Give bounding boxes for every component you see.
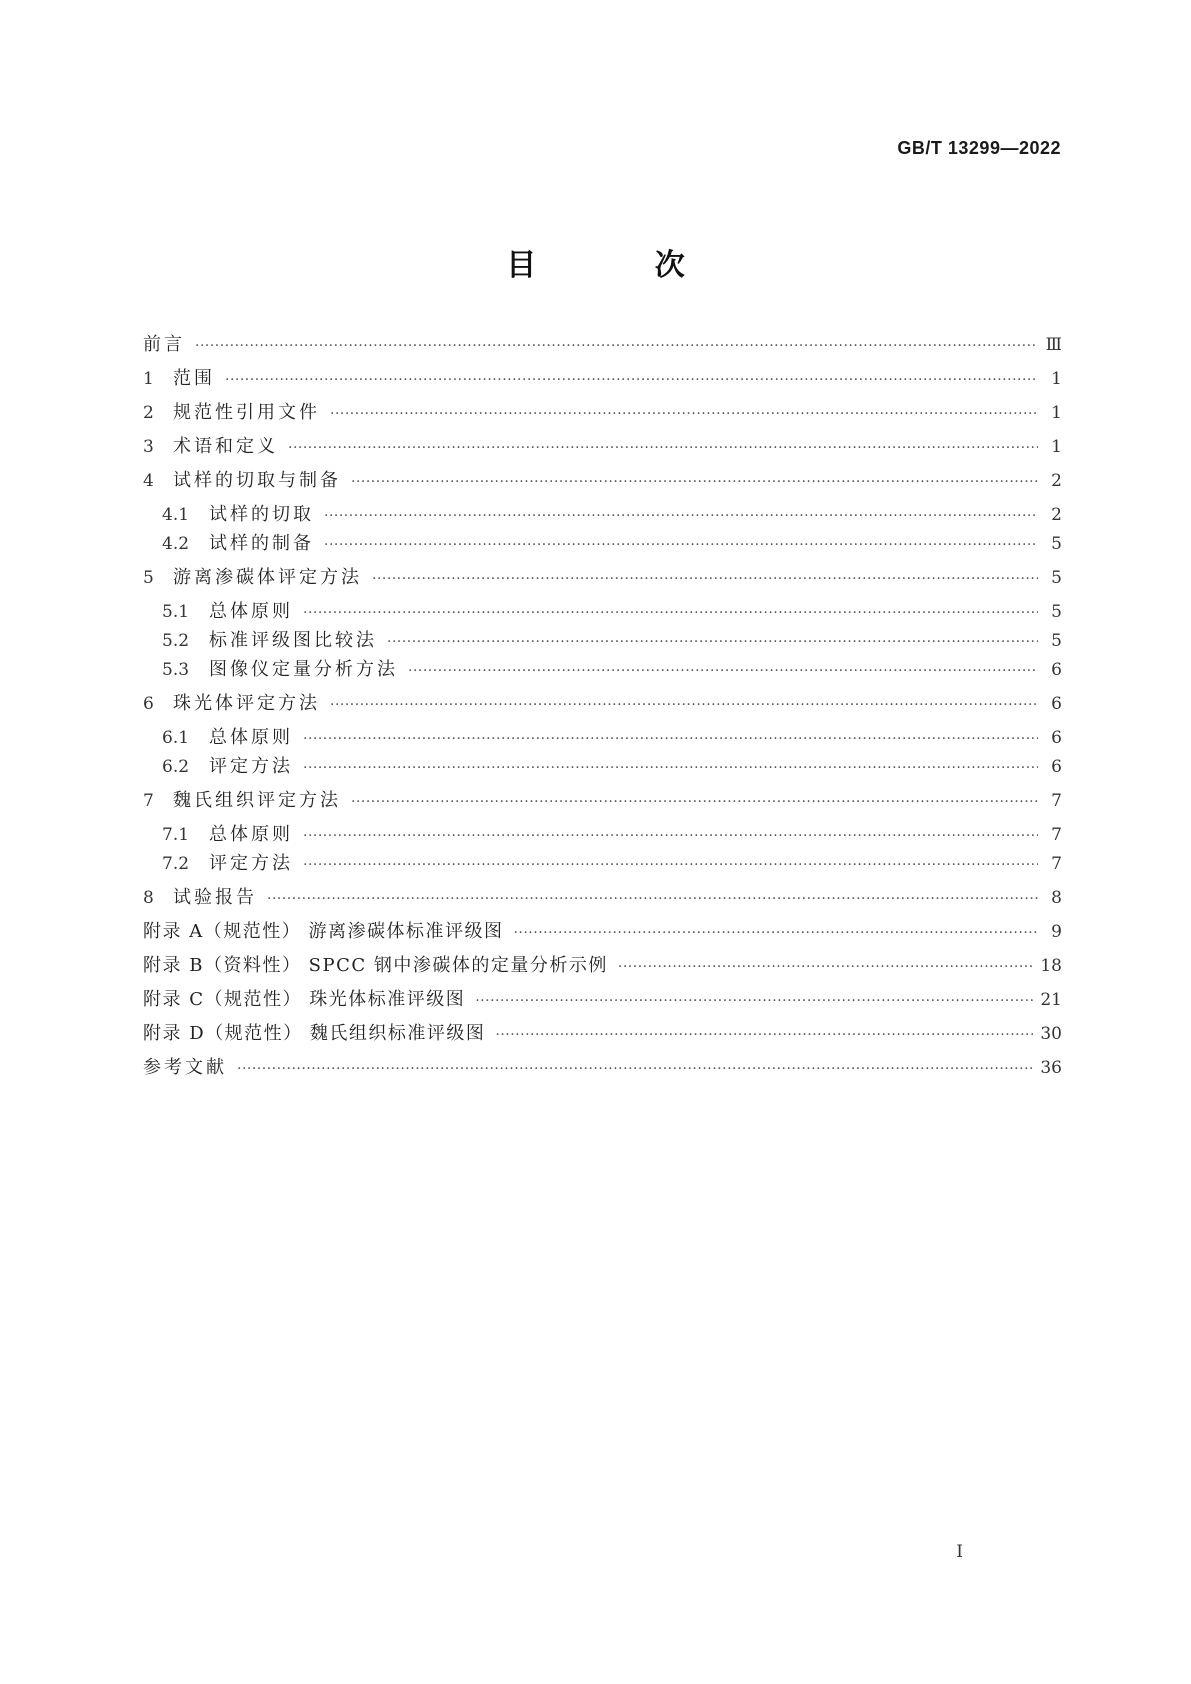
toc-page: 5 (1051, 602, 1062, 622)
toc-number: 5.2 (162, 631, 190, 651)
toc-label: 总体原则 (209, 601, 293, 622)
toc-entry-8[interactable] (143, 885, 1062, 911)
toc-entry-4-1[interactable] (162, 502, 1062, 528)
toc-entry-5-3[interactable] (162, 657, 1062, 683)
toc-label: 图像仪定量分析方法 (209, 659, 398, 680)
toc-entry-appendix-d[interactable] (143, 1021, 1062, 1047)
leader-dots (408, 658, 1038, 684)
toc-number: 4.2 (162, 534, 190, 554)
toc-page: 6 (1051, 757, 1062, 777)
toc-label: 标准评级图比较法 (209, 630, 377, 651)
leader-dots (330, 692, 1038, 718)
toc-entry-3[interactable] (143, 434, 1062, 460)
toc-page: 2 (1051, 471, 1062, 491)
toc-page: 1 (1051, 403, 1062, 423)
toc-label: 评定方法 (209, 853, 293, 874)
toc-entry-5[interactable] (143, 565, 1062, 591)
standard-code: GB/T 13299—2022 (897, 138, 1061, 158)
toc-page: 7 (1051, 791, 1062, 811)
toc-entry-2[interactable] (143, 400, 1062, 426)
toc-number: 7.1 (162, 825, 190, 845)
toc-entry-1[interactable] (143, 366, 1062, 392)
toc-page: 6 (1051, 728, 1062, 748)
toc-entry-appendix-b[interactable] (143, 953, 1062, 979)
leader-dots (195, 333, 1038, 359)
toc-entry-4[interactable] (143, 468, 1062, 494)
toc-label: 附录 D（规范性） 魏氏组织标准评级图 (143, 1023, 486, 1044)
toc-label: 试验报告 (173, 887, 257, 908)
leader-dots (303, 823, 1038, 849)
toc-page: 30 (1040, 1024, 1062, 1044)
toc-number: 4.1 (162, 505, 190, 525)
toc-entry-5-1[interactable] (162, 599, 1062, 625)
page-title: 目 次 (506, 248, 739, 283)
toc-page: 1 (1051, 437, 1062, 457)
toc-entry-4-2[interactable] (162, 531, 1062, 557)
toc-number: 4 (143, 471, 154, 491)
toc-number: 5.1 (162, 602, 190, 622)
toc-label: 附录 A（规范性） 游离渗碳体标准评级图 (143, 921, 504, 942)
leader-dots (225, 367, 1038, 393)
toc-number: 1 (143, 369, 154, 389)
leader-dots (237, 1056, 1034, 1082)
leader-dots (351, 789, 1038, 815)
toc-label: 参考文献 (143, 1057, 227, 1078)
toc-label: 总体原则 (209, 727, 293, 748)
toc-number: 2 (143, 403, 154, 423)
toc-number: 6.1 (162, 728, 190, 748)
leader-dots (303, 755, 1038, 781)
toc-number: 6.2 (162, 757, 190, 777)
toc-entry-appendix-a[interactable] (143, 919, 1062, 945)
toc-number: 6 (143, 694, 154, 714)
toc-number: 3 (143, 437, 154, 457)
toc-entry-bibliography[interactable] (143, 1055, 1062, 1081)
toc-label: 试样的制备 (209, 533, 314, 554)
toc-number: 5 (143, 568, 154, 588)
toc-label: 试样的切取 (209, 504, 314, 525)
leader-dots (267, 886, 1038, 912)
toc-entry-6[interactable] (143, 691, 1062, 717)
toc-page: 6 (1051, 660, 1062, 680)
toc-label: 总体原则 (209, 824, 293, 845)
toc-page: 7 (1051, 825, 1062, 845)
toc-entry-6-1[interactable] (162, 725, 1062, 751)
toc-label: 珠光体评定方法 (173, 693, 320, 714)
toc-page: 5 (1051, 568, 1062, 588)
leader-dots (324, 532, 1038, 558)
leader-dots (495, 1022, 1034, 1048)
toc-page: 18 (1040, 956, 1062, 976)
toc-label: 魏氏组织评定方法 (173, 790, 341, 811)
toc-label: 前言 (143, 334, 185, 355)
page-number: I (956, 1542, 963, 1562)
leader-dots (387, 629, 1038, 655)
toc-page: 9 (1051, 922, 1062, 942)
leader-dots (475, 988, 1034, 1014)
toc-entry-appendix-c[interactable] (143, 987, 1062, 1013)
toc-entry-7[interactable] (143, 788, 1062, 814)
toc-number: 8 (143, 888, 154, 908)
leader-dots (351, 469, 1038, 495)
toc-page: Ⅲ (1045, 335, 1062, 355)
toc-label: 评定方法 (209, 756, 293, 777)
toc-page: 1 (1051, 369, 1062, 389)
toc-page: 36 (1040, 1058, 1062, 1078)
toc-label: 附录 B（资料性） SPCC 钢中渗碳体的定量分析示例 (143, 955, 608, 976)
toc-entry-7-1[interactable] (162, 822, 1062, 848)
leader-dots (324, 503, 1038, 529)
toc-entry-5-2[interactable] (162, 628, 1062, 654)
toc-entry-6-2[interactable] (162, 754, 1062, 780)
toc-number: 5.3 (162, 660, 190, 680)
toc-page: 5 (1051, 631, 1062, 651)
toc-page: 8 (1051, 888, 1062, 908)
toc-label: 试样的切取与制备 (173, 470, 341, 491)
toc-number: 7.2 (162, 854, 190, 874)
toc-page: 2 (1051, 505, 1062, 525)
toc-label: 游离渗碳体评定方法 (173, 567, 362, 588)
toc-label: 附录 C（规范性） 珠光体标准评级图 (143, 989, 466, 1010)
leader-dots (513, 920, 1038, 946)
toc-label: 规范性引用文件 (173, 402, 320, 423)
toc-number: 7 (143, 791, 154, 811)
leader-dots (618, 954, 1034, 980)
toc-label: 术语和定义 (173, 436, 278, 457)
toc-page: 21 (1040, 990, 1062, 1010)
toc-page: 6 (1051, 694, 1062, 714)
leader-dots (372, 566, 1038, 592)
leader-dots (288, 435, 1038, 461)
toc-page: 5 (1051, 534, 1062, 554)
toc-entry-foreword[interactable] (143, 332, 1062, 358)
leader-dots (303, 726, 1038, 752)
toc-page: 7 (1051, 854, 1062, 874)
leader-dots (303, 852, 1038, 878)
toc-label: 范围 (173, 368, 215, 389)
leader-dots (303, 600, 1038, 626)
toc-entry-7-2[interactable] (162, 851, 1062, 877)
leader-dots (330, 401, 1038, 427)
